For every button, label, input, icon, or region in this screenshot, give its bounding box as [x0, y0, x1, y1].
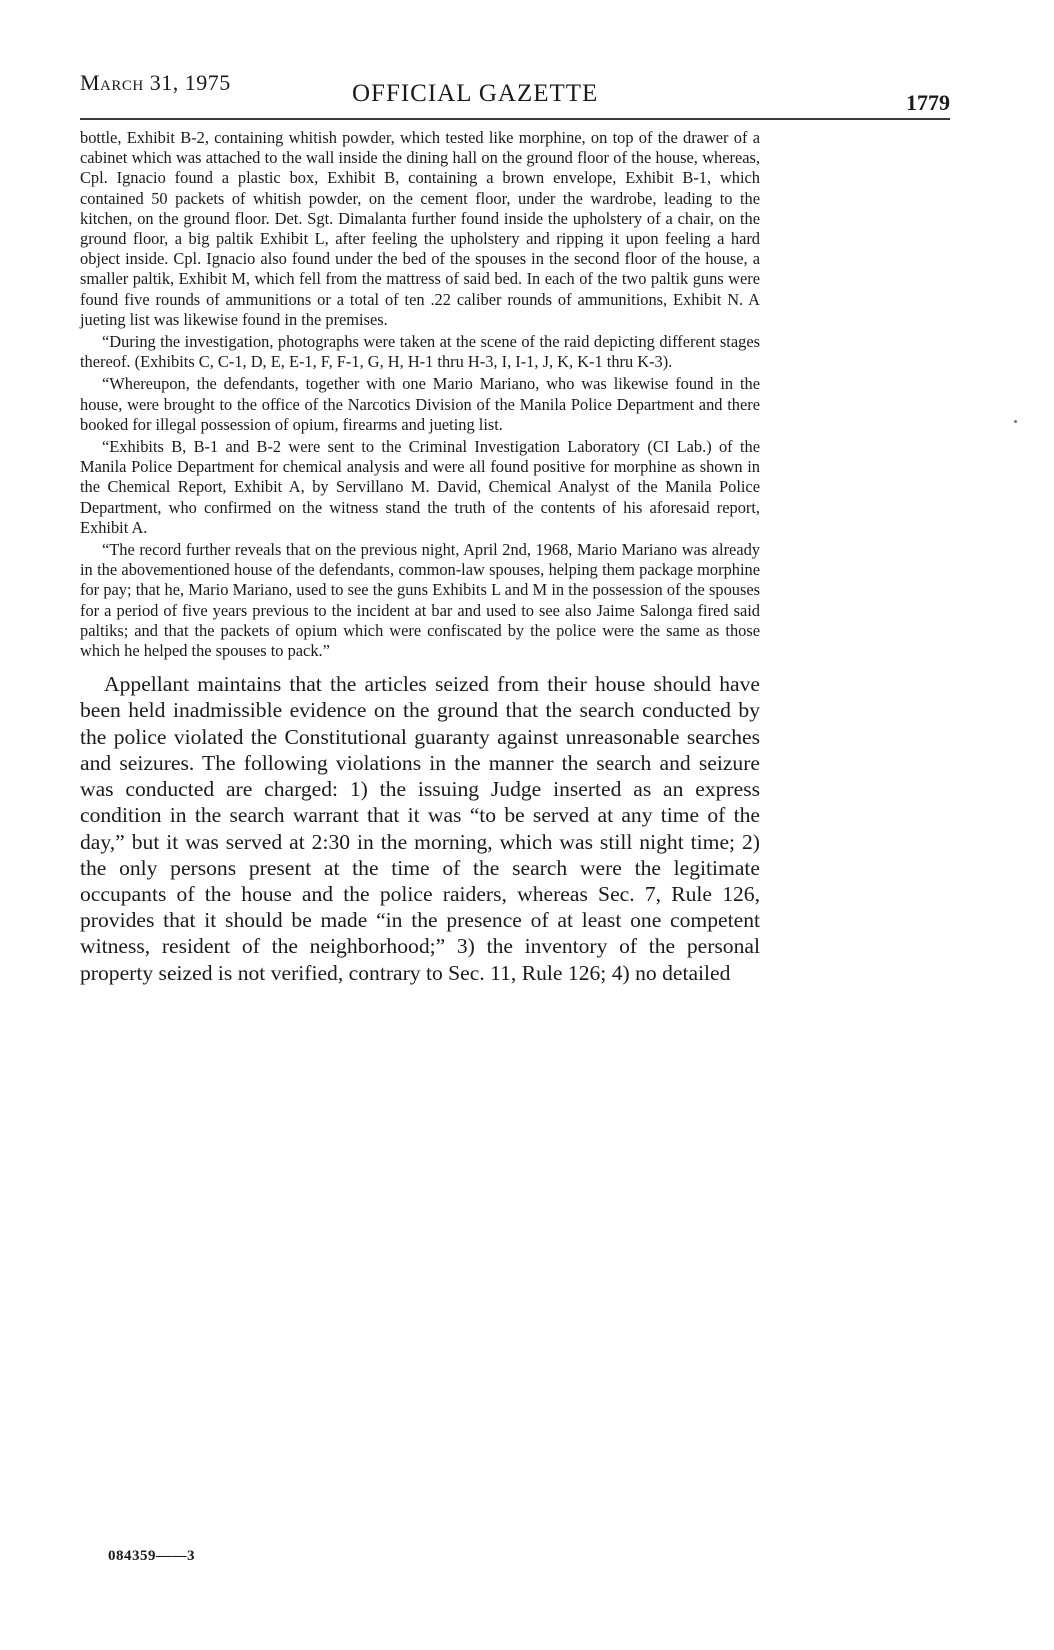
quoted-paragraph-5: “The record further reveals that on the previous night, April 2nd, 1968, Mario Mariano was already in the abovementioned house of the defendants, common-law spouses, helping them package morphine for pay; that he, Mario Mariano, used to see the guns Exhibits L and M in the possession of the spouses for a period of five years previous to the incident at bar and used to see also Jaime Salonga fired said paltiks; and that the packets of opium which were confiscated by the police were the same as those which he helped the spouses to pack.” — [80, 540, 760, 661]
header-page-number: 1779 — [906, 90, 950, 115]
header-title: OFFICIAL GAZETTE — [352, 80, 599, 107]
margin-speck — [1014, 420, 1017, 423]
header-date: March 31, 1975 — [80, 70, 231, 95]
quoted-paragraph-1: bottle, Exhibit B-2, containing whitish powder, which tested like morphine, on top of the drawer of a cabinet which was attached to the wall inside the dining hall on the ground floor of the house, whereas, Cpl. Ignacio found a plastic box, Exhibit B, containing a brown envelope, Exhibit B-1, which contained 50 packets of whitish powder, on the cement floor, under the wardrobe, leading to the kitchen, on the ground floor. Det. Sgt. Dimalanta further found inside the upholstery of a chair, on the ground floor, a big paltik Exhibit L, after feeling the upholstery and ripping it upon feeling a hard object inside. Cpl. Ignacio also found under the bed of the spouses in the second floor of the house, a smaller paltik, Exhibit M, which fell from the mattress of said bed. In each of the two paltik guns were found five rounds of ammunitions or a total of ten .22 caliber rounds of ammunitions, Exhibit N. A jueting list was likewise found in the premises. — [80, 128, 760, 329]
quoted-paragraph-3: “Whereupon, the defendants, together with one Mario Mariano, who was likewise found in the house, were brought to the office of the Narcotics Division of the Manila Police Department and there booked for illegal possession of opium, firearms and jueting list. — [80, 374, 760, 434]
header-rule — [80, 118, 950, 120]
page-header — [80, 60, 950, 115]
body-paragraph: Appellant maintains that the articles seized from their house should have been held inadmissible evidence on the ground that the search conducted by the police violated the Constitutional guaranty against unreasonable searches and seizures. The following violations in the manner the search and seizure was conducted are charged: 1) the issuing Judge inserted as an express condition in the search warrant that it was “to be served at any time of the day,” but it was served at 2:30 in the morning, which was still night time; 2) the only persons present at the time of the search were the legitimate occupants of the house and the police raiders, whereas Sec. 7, Rule 126, provides that it should be made “in the presence of at least one competent witness, resident of the neighborhood;” 3) the inventory of the personal property seized is not verified, contrary to Sec. 11, Rule 126; 4) no detailed — [80, 672, 760, 985]
quoted-paragraph-4: “Exhibits B, B-1 and B-2 were sent to the Criminal Investigation Laboratory (CI Lab.) of the Manila Police Department for chemical analysis and were all found positive for morphine as shown in the Chemical Report, Exhibit A, by Servillano M. David, Chemical Analyst of the Manila Police Department, who confirmed on the witness stand the truth of the contents of his aforesaid report, Exhibit A. — [80, 437, 760, 537]
print-code: 084359——3 — [108, 1548, 195, 1564]
text-column — [80, 128, 760, 986]
quoted-paragraph-2: “During the investigation, photographs were taken at the scene of the raid depicting different stages thereof. (Exhibits C, C-1, D, E, E-1, F, F-1, G, H, H-1 thru H-3, I, I-1, J, K, K-1 thru K-3). — [80, 332, 760, 372]
